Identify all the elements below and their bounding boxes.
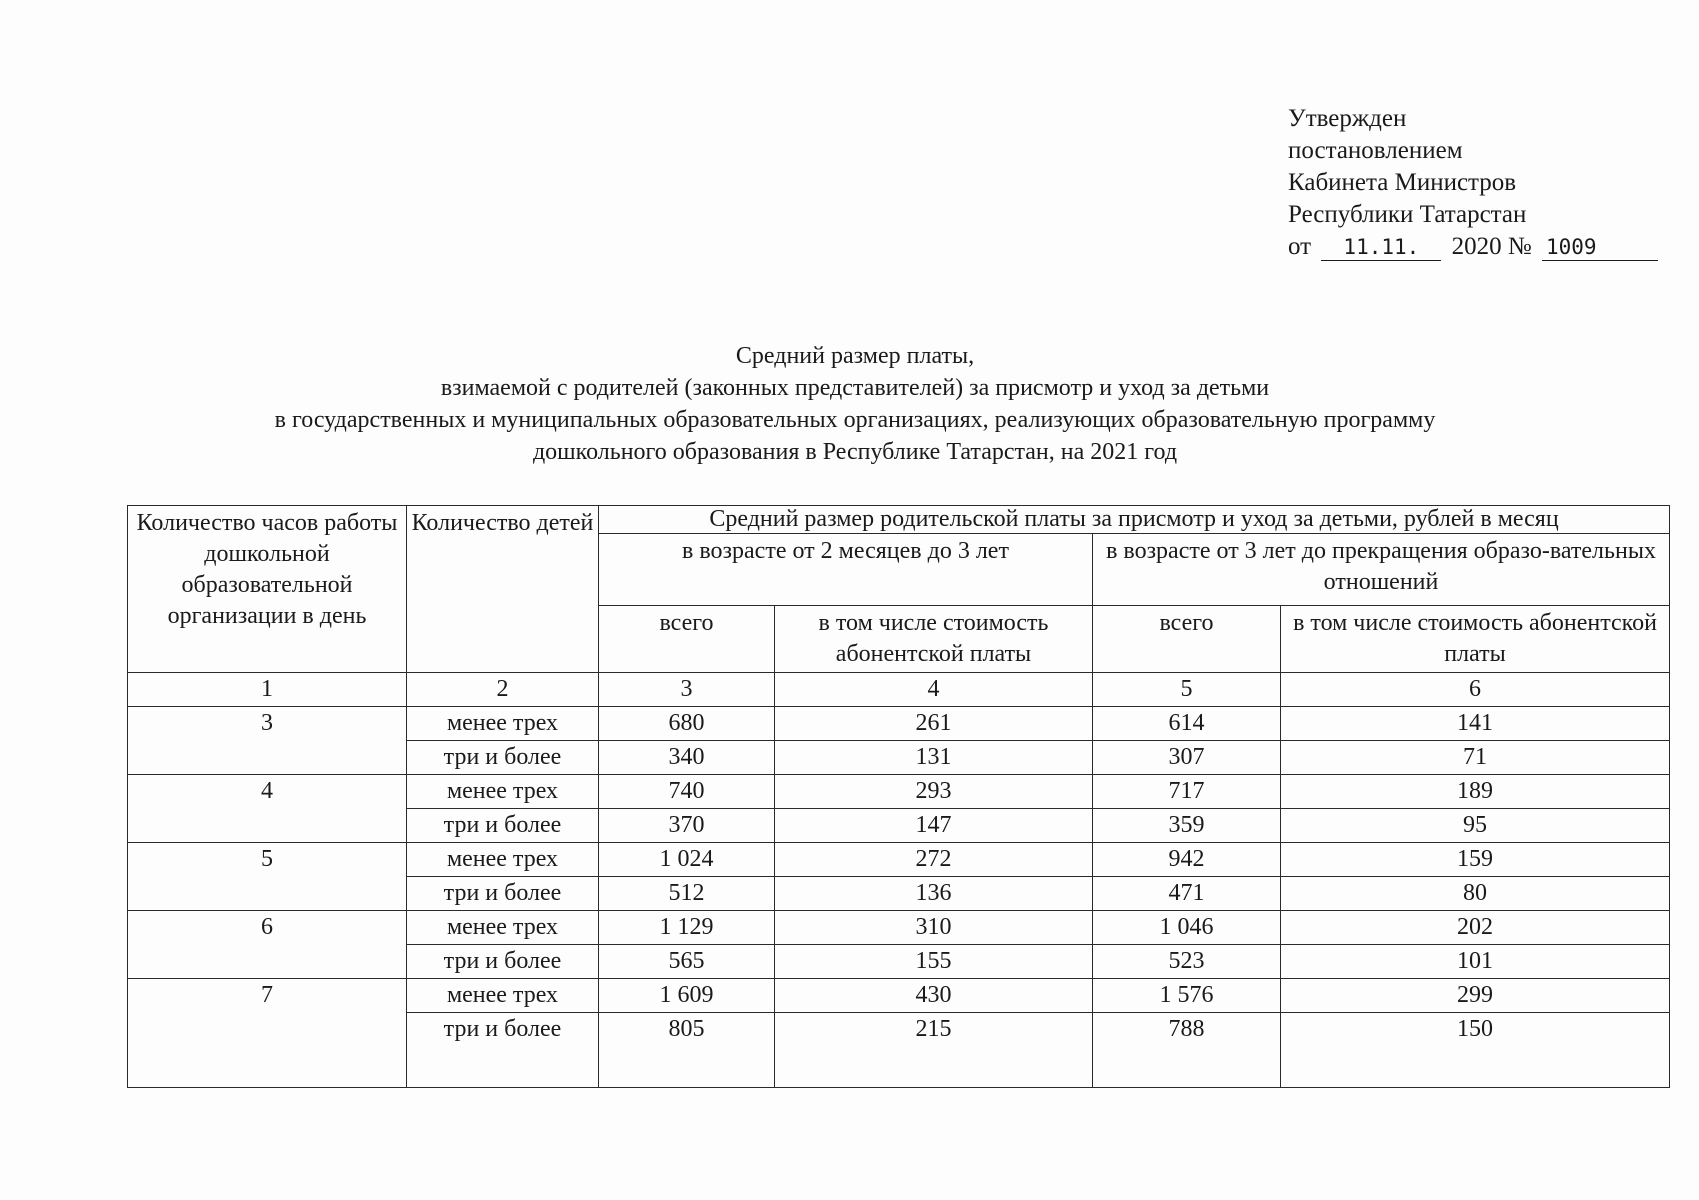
children-cell: три и более bbox=[407, 809, 599, 843]
total-old-cell: 788 bbox=[1093, 1013, 1281, 1088]
incl-young-cell: 155 bbox=[775, 945, 1093, 979]
total-young-cell: 1 609 bbox=[599, 979, 775, 1013]
approval-year: 2020 № bbox=[1451, 233, 1532, 260]
children-cell: три и более bbox=[407, 877, 599, 911]
total-young-cell: 1 129 bbox=[599, 911, 775, 945]
incl-young-cell: 131 bbox=[775, 741, 1093, 775]
approval-date-line bbox=[1288, 231, 1658, 263]
hours-cell: 5 bbox=[128, 843, 407, 911]
incl-old-cell: 80 bbox=[1281, 877, 1670, 911]
incl-young-cell: 272 bbox=[775, 843, 1093, 877]
total-young-cell: 740 bbox=[599, 775, 775, 809]
total-old-cell: 1 046 bbox=[1093, 911, 1281, 945]
incl-young-cell: 136 bbox=[775, 877, 1093, 911]
column-number: 6 bbox=[1281, 673, 1670, 707]
children-cell: менее трех bbox=[407, 979, 599, 1013]
total-old-cell: 359 bbox=[1093, 809, 1281, 843]
table-row bbox=[128, 707, 1670, 741]
incl-old-cell: 141 bbox=[1281, 707, 1670, 741]
fee-table bbox=[127, 505, 1670, 1088]
incl-young-cell: 147 bbox=[775, 809, 1093, 843]
table-row bbox=[128, 775, 1670, 809]
title-line-1: Средний размер платы, bbox=[735, 343, 975, 369]
header-incl-young: в том числе стоимость абонентской платы bbox=[775, 605, 1093, 672]
document-title bbox=[190, 340, 1520, 468]
total-young-cell: 805 bbox=[599, 1013, 775, 1088]
incl-old-cell: 202 bbox=[1281, 911, 1670, 945]
hours-cell: 3 bbox=[128, 707, 407, 775]
incl-young-cell: 215 bbox=[775, 1013, 1093, 1088]
column-number-row bbox=[128, 673, 1670, 707]
incl-young-cell: 293 bbox=[775, 775, 1093, 809]
children-cell: менее трех bbox=[407, 775, 599, 809]
title-line-2: взимаемой с родителей (законных представителей) за присмотр и уход за детьми bbox=[440, 375, 1270, 401]
incl-old-cell: 159 bbox=[1281, 843, 1670, 877]
incl-old-cell: 95 bbox=[1281, 809, 1670, 843]
total-old-cell: 1 576 bbox=[1093, 979, 1281, 1013]
header-hours: Количество часов работы дошкольной образовательной организации в день bbox=[128, 506, 407, 673]
header-row-1 bbox=[128, 506, 1670, 534]
approval-block bbox=[1288, 103, 1658, 263]
incl-old-cell: 71 bbox=[1281, 741, 1670, 775]
incl-old-cell: 101 bbox=[1281, 945, 1670, 979]
header-age-young: в возрасте от 2 месяцев до 3 лет bbox=[599, 534, 1093, 605]
column-number: 3 bbox=[599, 673, 775, 707]
total-old-cell: 614 bbox=[1093, 707, 1281, 741]
approval-line-2: постановлением bbox=[1288, 137, 1463, 164]
total-old-cell: 307 bbox=[1093, 741, 1281, 775]
hours-cell: 4 bbox=[128, 775, 407, 843]
total-young-cell: 1 024 bbox=[599, 843, 775, 877]
total-old-cell: 523 bbox=[1093, 945, 1281, 979]
incl-young-cell: 430 bbox=[775, 979, 1093, 1013]
children-cell: менее трех bbox=[407, 911, 599, 945]
children-cell: менее трех bbox=[407, 843, 599, 877]
total-young-cell: 512 bbox=[599, 877, 775, 911]
column-number: 1 bbox=[128, 673, 407, 707]
total-old-cell: 942 bbox=[1093, 843, 1281, 877]
total-young-cell: 565 bbox=[599, 945, 775, 979]
approval-line-3: Кабинета Министров bbox=[1288, 169, 1517, 196]
incl-old-cell: 299 bbox=[1281, 979, 1670, 1013]
column-number: 2 bbox=[407, 673, 599, 707]
title-line-3: в государственных и муниципальных образовательных организациях, реализующих образовательную программу bbox=[274, 407, 1436, 433]
column-number: 4 bbox=[775, 673, 1093, 707]
children-cell: три и более bbox=[407, 945, 599, 979]
incl-old-cell: 150 bbox=[1281, 1013, 1670, 1088]
incl-old-cell: 189 bbox=[1281, 775, 1670, 809]
table-row bbox=[128, 979, 1670, 1013]
approval-prefix: от bbox=[1288, 233, 1312, 260]
header-avg-fee: Средний размер родительской платы за присмотр и уход за детьми, рублей в месяц bbox=[599, 506, 1670, 534]
children-cell: менее трех bbox=[407, 707, 599, 741]
total-young-cell: 680 bbox=[599, 707, 775, 741]
title-line-4: дошкольного образования в Республике Татарстан, на 2021 год bbox=[532, 439, 1178, 465]
hours-cell: 7 bbox=[128, 979, 407, 1088]
header-incl-old: в том числе стоимость абонентской платы bbox=[1281, 605, 1670, 672]
column-number: 5 bbox=[1093, 673, 1281, 707]
table-row bbox=[128, 843, 1670, 877]
header-children: Количество детей bbox=[407, 506, 599, 673]
header-total-old: всего bbox=[1093, 605, 1281, 672]
header-total-young: всего bbox=[599, 605, 775, 672]
children-cell: три и более bbox=[407, 741, 599, 775]
total-young-cell: 370 bbox=[599, 809, 775, 843]
incl-young-cell: 261 bbox=[775, 707, 1093, 741]
approval-line-4: Республики Татарстан bbox=[1288, 201, 1527, 228]
approval-number: 1009 bbox=[1542, 234, 1658, 261]
hours-cell: 6 bbox=[128, 911, 407, 979]
children-cell: три и более bbox=[407, 1013, 599, 1088]
total-old-cell: 717 bbox=[1093, 775, 1281, 809]
header-age-old: в возрасте от 3 лет до прекращения образо-вательных отношений bbox=[1093, 534, 1670, 605]
total-young-cell: 340 bbox=[599, 741, 775, 775]
approval-line-1: Утвержден bbox=[1288, 105, 1407, 132]
approval-date: 11.11. bbox=[1321, 234, 1441, 261]
total-old-cell: 471 bbox=[1093, 877, 1281, 911]
table-row bbox=[128, 911, 1670, 945]
incl-young-cell: 310 bbox=[775, 911, 1093, 945]
